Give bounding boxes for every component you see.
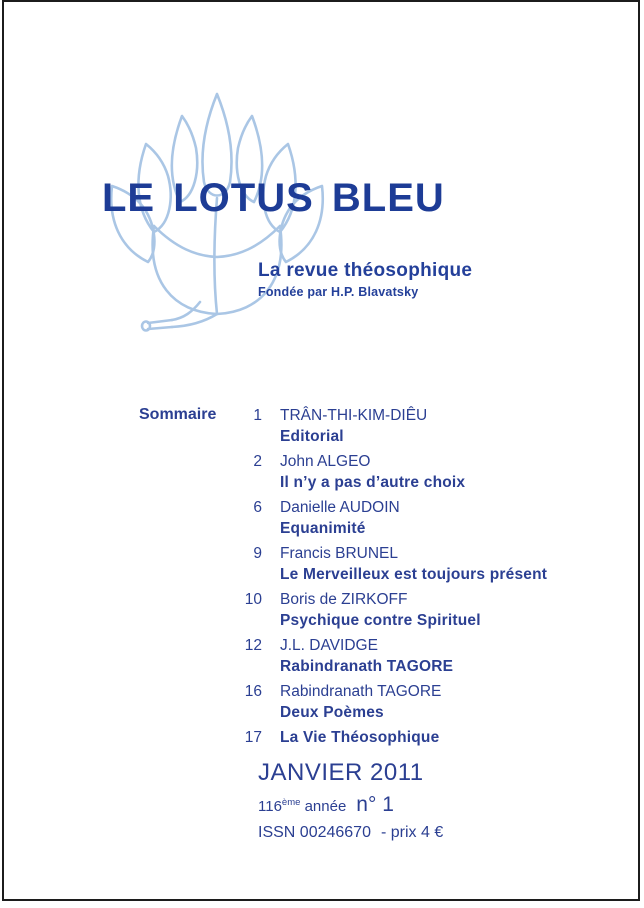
toc-article-title: Psychique contre Spirituel	[280, 612, 481, 629]
toc-article-title: Rabindranath TAGORE	[280, 658, 454, 675]
toc-author: John ALGEO	[280, 453, 371, 470]
toc-author: Boris de ZIRKOFF	[280, 591, 408, 608]
price-label: - prix 4 €	[380, 824, 444, 841]
founder-line: Fondée par H.P. Blavatsky	[258, 285, 419, 299]
toc-author: Rabindranath TAGORE	[280, 683, 442, 700]
toc-page-number: 17	[244, 729, 262, 746]
magazine-subtitle: La revue théosophique	[258, 260, 473, 281]
contents-label: Sommaire	[139, 406, 217, 423]
volume-suffix: ème	[281, 797, 301, 808]
table-of-contents	[240, 405, 620, 752]
volume-label: année	[300, 798, 347, 815]
toc-page-number: 10	[244, 591, 262, 608]
volume-number: 116	[258, 798, 282, 815]
issn-code: ISSN 00246670	[258, 824, 371, 841]
toc-article-title: Deux Poèmes	[280, 704, 384, 721]
toc-entry	[240, 543, 620, 585]
issue-number: n° 1	[356, 793, 394, 816]
toc-page-number: 16	[244, 683, 262, 700]
toc-article-title: Le Merveilleux est toujours présent	[280, 566, 548, 583]
toc-article-title: Editorial	[280, 428, 344, 445]
toc-page-number: 6	[253, 499, 262, 516]
toc-author: Danielle AUDOIN	[280, 499, 400, 516]
toc-author: J.L. DAVIDGE	[280, 637, 378, 654]
toc-article-title: Il n’y a pas d’autre choix	[280, 474, 466, 491]
toc-page-number: 1	[253, 407, 262, 424]
toc-author: Francis BRUNEL	[280, 545, 398, 562]
toc-page-number: 2	[253, 453, 262, 470]
toc-entry	[240, 589, 620, 631]
toc-article-title: La Vie Théosophique	[280, 729, 440, 746]
issue-date: JANVIER 2011	[258, 759, 424, 786]
toc-entry	[240, 681, 620, 723]
toc-author: TRÂN-THI-KIM-DIÊU	[280, 407, 428, 424]
issn-line	[258, 824, 443, 842]
toc-page-number: 12	[244, 637, 262, 654]
toc-entry	[240, 635, 620, 677]
toc-article-title: Equanimité	[280, 520, 366, 537]
toc-page-number: 9	[253, 545, 262, 562]
masthead-subtitle-block	[258, 260, 472, 299]
toc-entry	[240, 727, 620, 748]
issue-info-block	[258, 759, 443, 842]
volume-line	[258, 793, 443, 817]
toc-entry	[240, 497, 620, 539]
toc-entry	[240, 451, 620, 493]
magazine-title: LE LOTUS BLEU	[102, 176, 445, 220]
toc-entry	[240, 405, 620, 447]
